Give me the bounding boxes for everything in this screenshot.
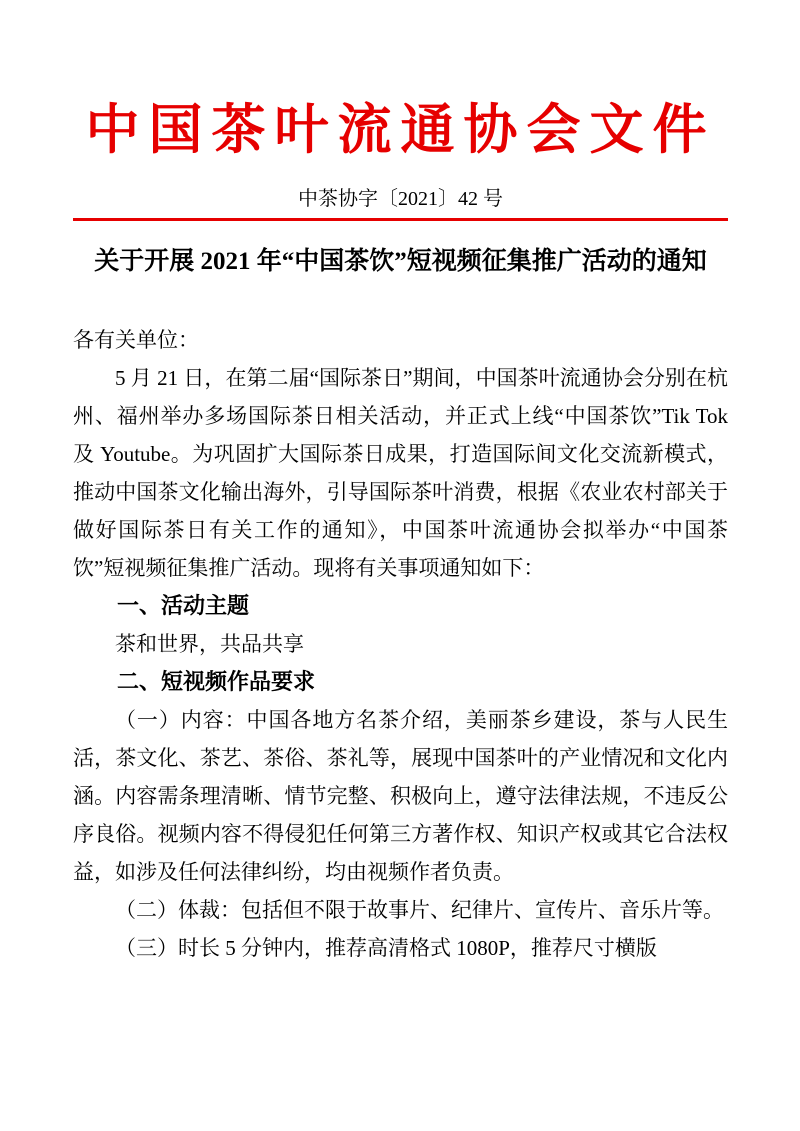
document-body — [73, 321, 728, 967]
document-content — [0, 100, 800, 967]
document-title: 关于开展 2021 年“中国茶饮”短视频征集推广活动的通知 — [94, 248, 707, 275]
section-2-item-3: （三）时长 5 分钟内，推荐高清格式 1080P，推荐尺寸横版 — [115, 936, 657, 960]
section-1-heading: 一、活动主题 — [117, 593, 250, 618]
section-2-item-2: （二）体裁：包括但不限于故事片、纪律片、宣传片、音乐片等。 — [115, 898, 724, 922]
red-divider-line — [73, 218, 728, 221]
org-masthead: 中国茶叶流通协会文件 — [85, 100, 716, 160]
salutation: 各有关单位： — [73, 328, 199, 352]
doc-number: 中茶协字〔2021〕42 号 — [298, 188, 503, 210]
section-2-heading: 二、短视频作品要求 — [117, 669, 316, 694]
section-1-theme: 茶和世界，共品共享 — [115, 632, 304, 656]
intro-paragraph: 5 月 21 日，在第二届“国际茶日”期间，中国茶叶流通协会分别在杭州、福州举办多场国际茶日相关活动，并正式上线“中国茶饮”Tik Tok 及 Youtube。为巩固扩大国际茶日成果，打造国际间文化交流新模式，推动中国茶文化输出海外，引导国际茶叶消费，根据《农业农村部关于做好国际茶日有关工作的通知》，中国茶叶流通协会拟举办“中国茶饮”短视频征集推广活动。现将有关事项通知如下： — [73, 366, 728, 580]
section-2-item-1: （一）内容：中国各地方名茶介绍，美丽茶乡建设，茶与人民生活，茶文化、茶艺、茶俗、茶礼等，展现中国茶叶的产业情况和文化内涵。内容需条理清晰、情节完整、积极向上，遵守法律法规，不违反公序良俗。视频内容不得侵犯任何第三方著作权、知识产权或其它合法权益，如涉及任何法律纠纷，均由视频作者负责。 — [73, 708, 728, 884]
